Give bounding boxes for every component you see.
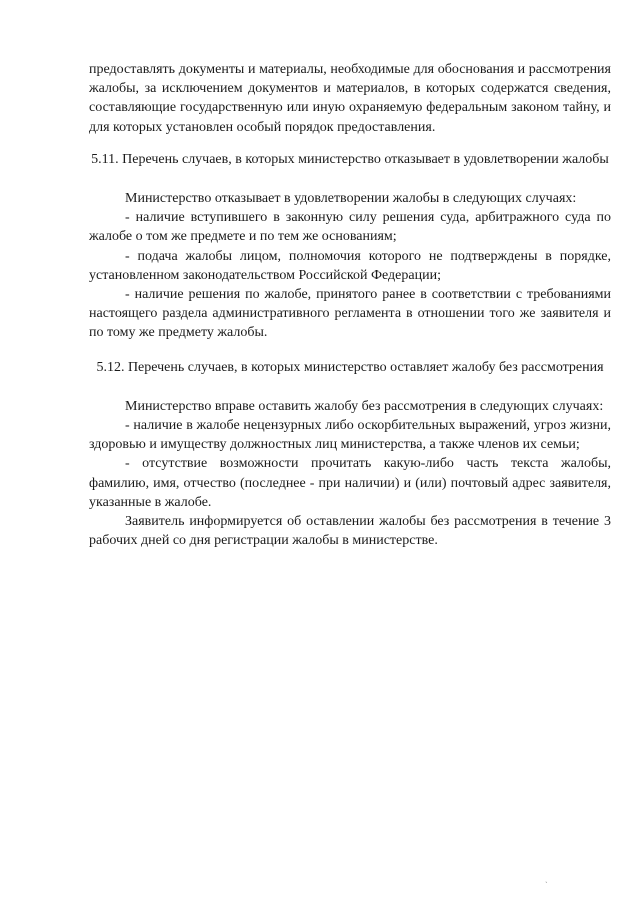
section-5-11-item-1: - наличие вступившего в законную силу решения суда, арбитражного суда по жалобе о том же предмете и по тем же основаниям;	[89, 210, 611, 245]
section-5-12-heading: 5.12. Перечень случаев, в которых министерство оставляет жалобу без рассмотрения	[96, 359, 604, 375]
section-5-11-lead: Министерство отказывает в удовлетворении жалобы в следующих случаях:	[125, 191, 577, 207]
section-5-12-item-1: - наличие в жалобе нецензурных либо оскорбительных выражений, угроз жизни, здоровью и имуществу должностных лиц министерства, а также членов их семьи;	[89, 418, 611, 453]
section-5-12-closing: Заявитель информируется об оставлении жалобы без рассмотрения в течение 3 рабочих дней со дня регистрации жалобы в министерстве.	[89, 514, 611, 549]
section-5-11-heading: 5.11. Перечень случаев, в которых министерство отказывает в удовлетворении жалобы	[91, 151, 609, 167]
document-body	[89, 60, 611, 550]
section-5-11-item-3: - наличие решения по жалобе, принятого ранее в соответствии с требованиями настоящего раздела административного регламента в отношении того же заявителя и по тому же предмету жалобы.	[89, 287, 611, 341]
section-5-11-item-2: - подача жалобы лицом, полномочия которого не подтверждены в порядке, установленном законодательством Российской Федерации;	[89, 248, 611, 283]
scan-mark: ˎ	[545, 874, 548, 883]
section-5-12-item-2: - отсутствие возможности прочитать какую-либо часть текста жалобы, фамилию, имя, отчество (последнее - при наличии) и (или) почтовый адрес заявителя, указанные в жалобе.	[89, 456, 611, 510]
section-5-12-lead: Министерство вправе оставить жалобу без рассмотрения в следующих случаях:	[125, 398, 604, 414]
intro-paragraph: предоставлять документы и материалы, необходимые для обоснования и рассмотрения жалобы, за исключением документов и материалов, в которых содержатся сведения, составляющие государственную или иную охраняемую федеральным законом тайну, и для которых установлен особый порядок предоставления.	[89, 62, 611, 135]
